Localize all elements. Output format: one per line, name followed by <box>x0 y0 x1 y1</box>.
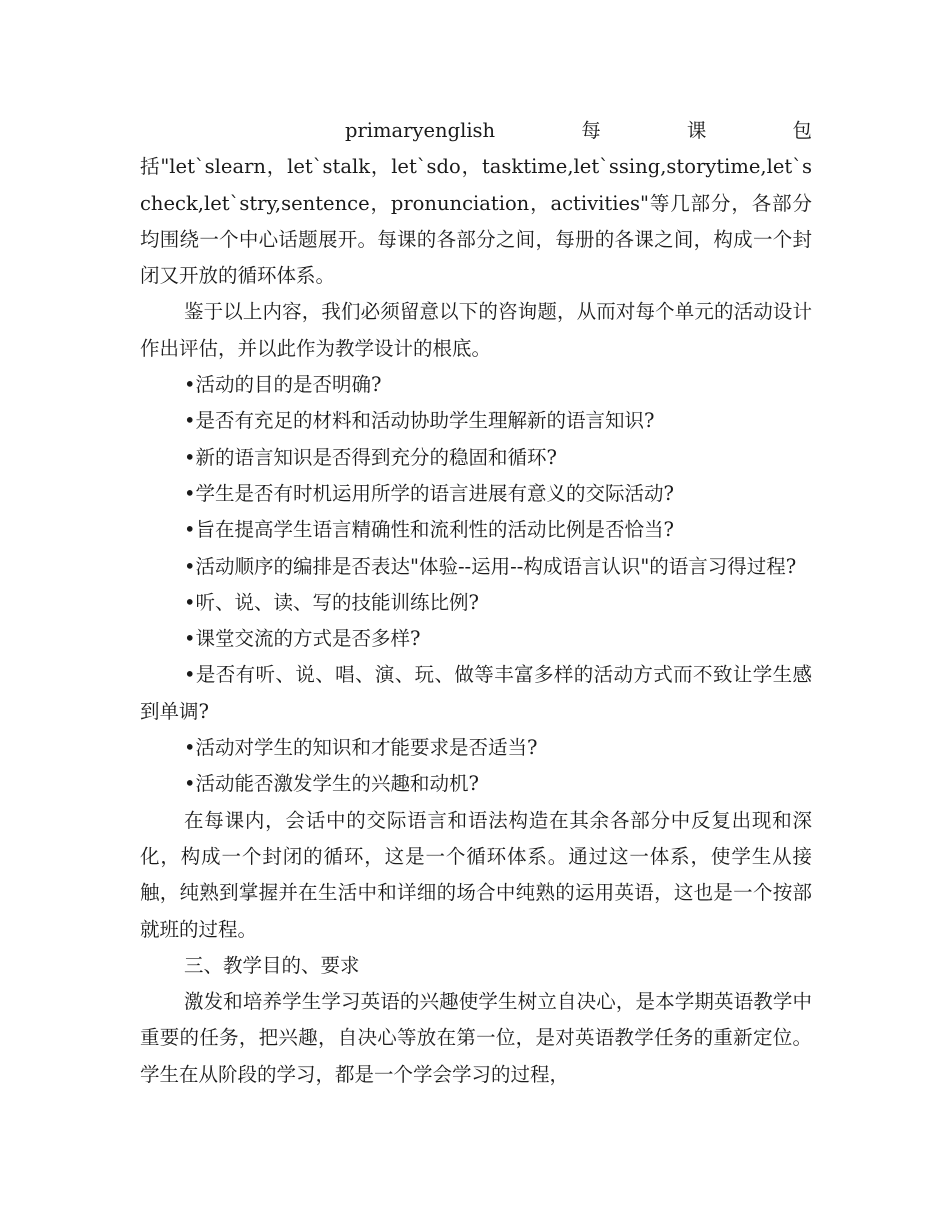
cycle-paragraph: 在每课内，会话中的交际语言和语法构造在其余各部分中反复出现和深化，构成一个封闭的循环，这是一个循环体系。通过这一体系，使学生从接触，纯熟到掌握并在生活中和详细的场合中纯熟的运用英语，这也是一个按部就班的过程。 <box>140 808 812 941</box>
section-heading: 三、教学目的、要求 <box>184 953 360 977</box>
list-item: •旨在提高学生语言精确性和流利性的活动比例是否恰当? <box>184 518 674 542</box>
list-item: •是否有听、说、唱、演、玩、做等丰富多样的活动方式而不致让学生感到单调? <box>140 663 812 723</box>
list-item: •是否有充足的材料和活动协助学生理解新的语言知识? <box>184 409 655 433</box>
list-item: •学生是否有时机运用所学的语言进展有意义的交际活动? <box>184 481 674 505</box>
intro-word-3: 课 <box>686 119 707 142</box>
list-item: •新的语言知识是否得到充分的稳固和循环? <box>184 445 557 469</box>
list-item: •活动顺序的编排是否表达"体验--运用--构成语言认识"的语言习得过程? <box>184 554 797 578</box>
bullet-list <box>140 367 812 803</box>
list-item: •活动能否激发学生的兴趣和动机? <box>184 772 479 796</box>
list-item: •听、说、读、写的技能训练比例? <box>184 590 479 614</box>
intro-first-line <box>140 113 812 149</box>
intro-word-2: 每 <box>581 119 601 142</box>
list-item: •课堂交流的方式是否多样? <box>184 627 421 651</box>
intro-word-4: 包 <box>792 119 812 142</box>
intro-word-1: primaryenglish <box>345 119 496 142</box>
list-item: •活动的目的是否明确? <box>184 373 382 397</box>
intro-paragraph: 括"let`slearn，let`stalk，let`sdo，tasktime,let`ssing,storytime,let`scheck,let`stry,sentence，pronunciation，activities"等几部分，各部分均围绕一个中心话题展开。每课的各部分之间，每册的各课之间，构成一个封闭又开放的循环体系。 <box>140 155 812 288</box>
document-body <box>140 113 812 1093</box>
goals-paragraph: 激发和培养学生学习英语的兴趣使学生树立自决心，是本学期英语教学中重要的任务，把兴趣，自决心等放在第一位，是对英语教学任务的重新定位。学生在从阶段的学习，都是一个学会学习的过程， <box>140 990 812 1086</box>
evaluation-paragraph: 鉴于以上内容，我们必须留意以下的咨询题，从而对每个单元的活动设计作出评估，并以此作为教学设计的根底。 <box>140 300 812 360</box>
list-item: •活动对学生的知识和才能要求是否适当? <box>184 736 538 760</box>
